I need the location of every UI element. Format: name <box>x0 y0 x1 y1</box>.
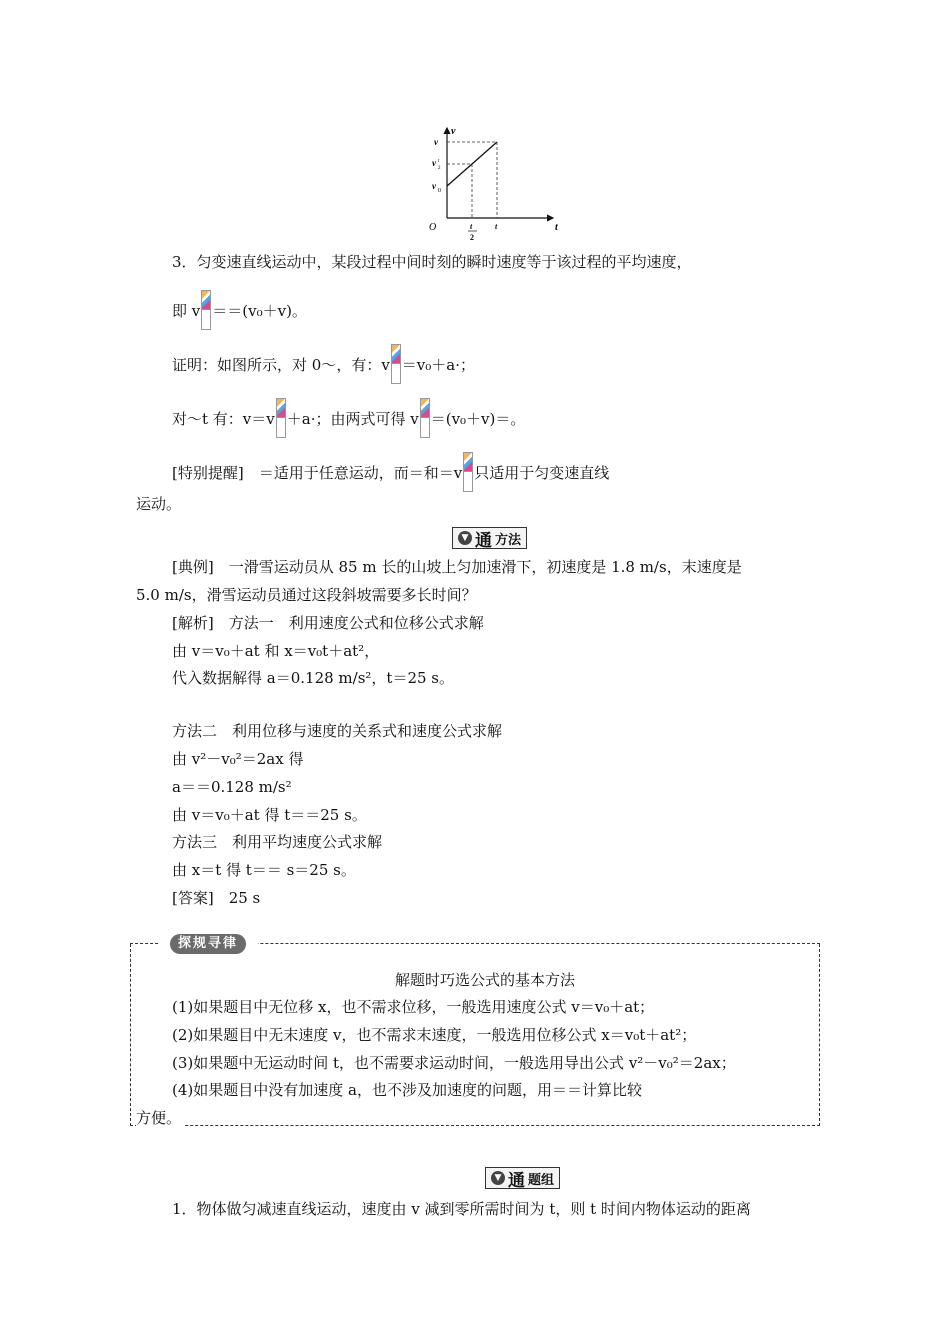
badge-icon: ▼ <box>491 1171 505 1185</box>
rule-tag: 探规寻律 <box>170 934 246 954</box>
rule-item4: (4)如果题目中没有加速度 a，也不涉及加速度的问题，用＝＝计算比较 <box>172 1081 642 1099</box>
proof-line2: 对～t 有：v＝v ＋a·；由两式可得 v ＝(v₀＋v)＝。 <box>172 398 525 438</box>
vt-graph <box>425 122 565 244</box>
proof-line1: 证明：如图所示，对 0～，有：v ＝v₀＋a·； <box>172 344 475 384</box>
method2-eq3: 由 v＝v₀＋at 得 t＝＝25 s。 <box>172 806 367 824</box>
section3-line1: 3．匀变速直线运动中，某段过程中间时刻的瞬时速度等于该过程的平均速度， <box>172 253 692 271</box>
rule-item3: (3)如果题中无运动时间 t，也不需要求运动时间，一般选用导出公式 v²－v₀²＝2ax； <box>172 1054 736 1072</box>
thalf-num: t <box>470 222 473 231</box>
missing-formula-image <box>201 290 211 330</box>
badge-icon: ▼ <box>458 531 472 545</box>
rule-item2: (2)如果题目中无末速度 v，也不需求末速度，一般选用位移公式 x＝v₀t＋at²； <box>172 1026 697 1044</box>
method2-heading: 方法二 利用位移与速度的关系式和速度公式求解 <box>172 722 503 740</box>
group-badge: ▼ 通 题组 <box>485 1167 560 1189</box>
missing-formula-image <box>276 398 286 438</box>
special-tip-cont: 运动。 <box>136 495 182 513</box>
analysis-eq2: 代入数据解得 a＝0.128 m/s²，t＝25 s。 <box>172 669 454 687</box>
axis-t-label: t <box>555 222 558 233</box>
method2-eq2: a＝＝0.128 m/s² <box>172 778 292 796</box>
rule-title: 解题时巧选公式的基本方法 <box>395 971 576 989</box>
method2-eq1: 由 v²－v₀²＝2ax 得 <box>172 750 304 768</box>
vhalf-label: v <box>432 158 436 168</box>
method3-heading: 方法三 利用平均速度公式求解 <box>172 833 383 851</box>
missing-formula-image <box>463 452 473 492</box>
t-tick-label: t <box>495 222 498 231</box>
method-badge: ▼ 通 方法 <box>452 527 527 549</box>
v-label: v <box>434 137 438 147</box>
origin-label: O <box>429 222 437 233</box>
answer: [答案] 25 s <box>172 889 261 907</box>
vhalf-den: 2 <box>438 166 441 171</box>
vhalf-num: t <box>438 159 440 164</box>
rule-item1: (1)如果题目中无位移 x，也不需求位移，一般选用速度公式 v＝v₀＋at； <box>172 998 655 1016</box>
v0-label: v <box>432 181 436 191</box>
method3-eq1: 由 x＝t 得 t＝＝ s＝25 s。 <box>172 861 356 879</box>
analysis-heading: [解析] 方法一 利用速度公式和位移公式求解 <box>172 614 484 632</box>
section3-line2: 即 v ＝＝(v₀＋v)。 <box>172 290 307 330</box>
example-line2: 5.0 m/s，滑雪运动员通过这段斜坡需要多长时间？ <box>136 586 477 604</box>
axis-v-label: v <box>451 126 456 137</box>
exercise-q1: 1．物体做匀减速直线运动，速度由 v 减到零所需时间为 t，则 t 时间内物体运动的距离 <box>172 1200 751 1218</box>
special-tip: [特别提醒] ＝适用于任意运动，而＝和＝v 只适用于匀变速直线 <box>172 452 609 492</box>
v0-sub: 0 <box>438 188 441 194</box>
example-line1: [典例] 一滑雪运动员从 85 m 长的山坡上匀加速滑下，初速度是 1.8 m/s，末速度是 <box>172 558 742 576</box>
rule-item4-cont: 方便。 <box>136 1108 185 1128</box>
missing-formula-image <box>391 344 401 384</box>
analysis-eq1: 由 v＝v₀＋at 和 x＝v₀t＋at²， <box>172 642 380 660</box>
thalf-den: 2 <box>470 233 474 242</box>
missing-formula-image <box>420 398 430 438</box>
